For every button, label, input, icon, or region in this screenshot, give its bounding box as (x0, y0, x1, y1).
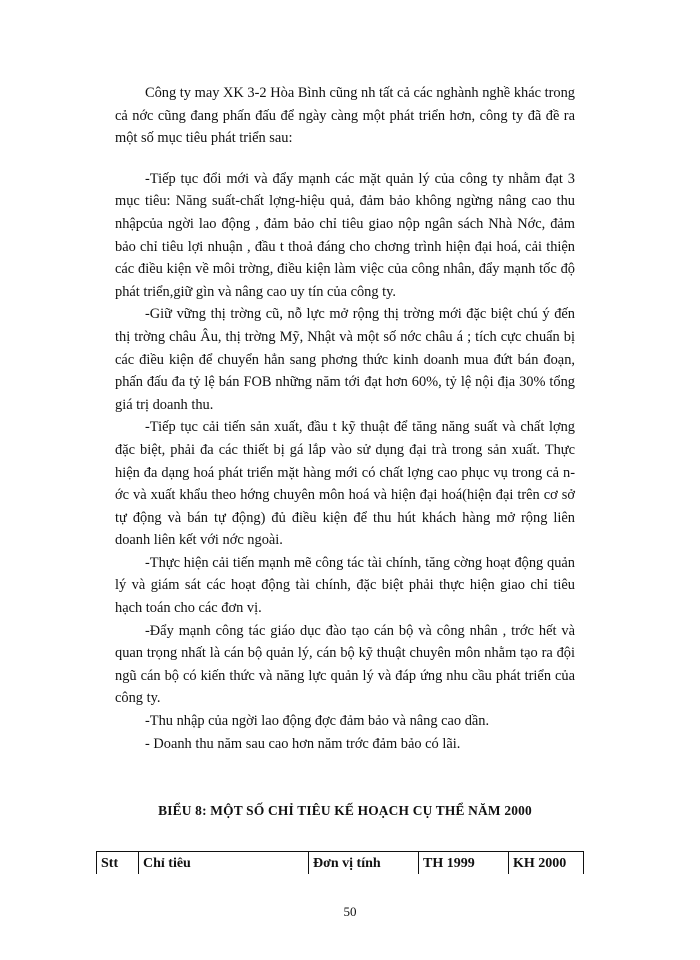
objective-paragraph-2: -Giữ vững thị trờng cũ, nỗ lực mở rộng thị trờng mới đặc biệt chú ý đến thị trờng châu Âu, thị trờng Mỹ, Nhật và một số nớc châu á ; tích cực chuẩn bị các điều kiện để chuyển hẳn sang phơng thức kinh doanh mua đứt bán đoạn, phấn đấu đa tỷ lệ bán FOB những năm tới đạt hơn 60%, tỷ lệ nội địa 30% tổng giá trị doanh thu. (115, 306, 575, 413)
column-header-plan-2000: KH 2000 (509, 852, 584, 875)
objective-paragraph-5: -Đẩy mạnh công tác giáo dục đào tạo cán bộ và công nhân , trớc hết và quan trọng nhất là cán bộ quản lý, cán bộ kỹ thuật chuyên môn nhằm tạo ra đội ngũ cán bộ có kiến thức và năng lực quản lý và đáp ứng nhu cầu phát triển của công ty. (115, 622, 575, 707)
plan-targets-table (96, 851, 584, 874)
column-header-actual-1999: TH 1999 (419, 852, 509, 875)
objective-paragraph-4: -Thực hiện cải tiến mạnh mẽ công tác tài chính, tăng cờng hoạt động quản lý và giám sát các hoạt động tài chính, đặc biệt phải thực hiện giao chỉ tiêu hạch toán cho các đơn vị. (115, 554, 575, 617)
objective-paragraph-6: -Thu nhập của ngời lao động đợc đảm bảo và nâng cao dần. (145, 713, 490, 730)
column-header-target: Chỉ tiêu (139, 852, 309, 875)
table-header-row (97, 852, 584, 875)
body-text (115, 82, 575, 755)
objective-paragraph-7: - Doanh thu năm sau cao hơn năm trớc đảm bảo có lãi. (145, 735, 461, 752)
page-number: 50 (343, 904, 357, 919)
objective-paragraph-3: -Tiếp tục cải tiến sản xuất, đầu t kỹ thuật để tăng năng suất và chất lợng đặc biệt, phải đa các thiết bị gá lắp vào sử dụng đại trà trong sản xuất. Thực hiện đa dạng hoá phát triển mặt hàng mới có chất lợng cao phục vụ trong cả nớc và xuất khẩu theo hớng chuyên môn hoá và hiện đại hoá(hiện đại trên cơ sở tự động và bán tự động) đủ điều kiện để thu hút khách hàng mở rộng liên doanh liên kết với nớc ngoài. (115, 419, 575, 549)
column-header-stt: Stt (97, 852, 139, 875)
intro-paragraph: Công ty may XK 3-2 Hòa Bình cũng nh tất cả các nghành nghề khác trong cả nớc cũng đang phấn đấu để ngày càng một phát triển hơn, công ty đã đề ra một số mục tiêu phát triển sau: (115, 85, 575, 147)
objective-paragraph-1: -Tiếp tục đổi mới và đẩy mạnh các mặt quản lý của công ty nhằm đạt 3 mục tiêu: Năng suất-chất lợng-hiệu quả, đảm bảo không ngừng nâng cao thu nhậpcủa ngời lao động , đảm bảo chỉ tiêu giao nộp ngân sách Nhà Nớc, đảm bảo chỉ tiêu lợi nhuận , đầu t thoả đáng cho chơng trình hiện đại hoá, cải thiện các điều kiện về môi trờng, điều kiện làm việc của công nhân, đẩy mạnh tốc độ phát triển,giữ gìn và nâng cao uy tín của công ty. (115, 170, 575, 300)
column-header-unit: Đơn vị tính (309, 852, 419, 875)
section-title: BIỂU 8: MỘT SỐ CHỈ TIÊU KẾ HOẠCH CỤ THỂ NĂM 2000 (158, 803, 532, 818)
